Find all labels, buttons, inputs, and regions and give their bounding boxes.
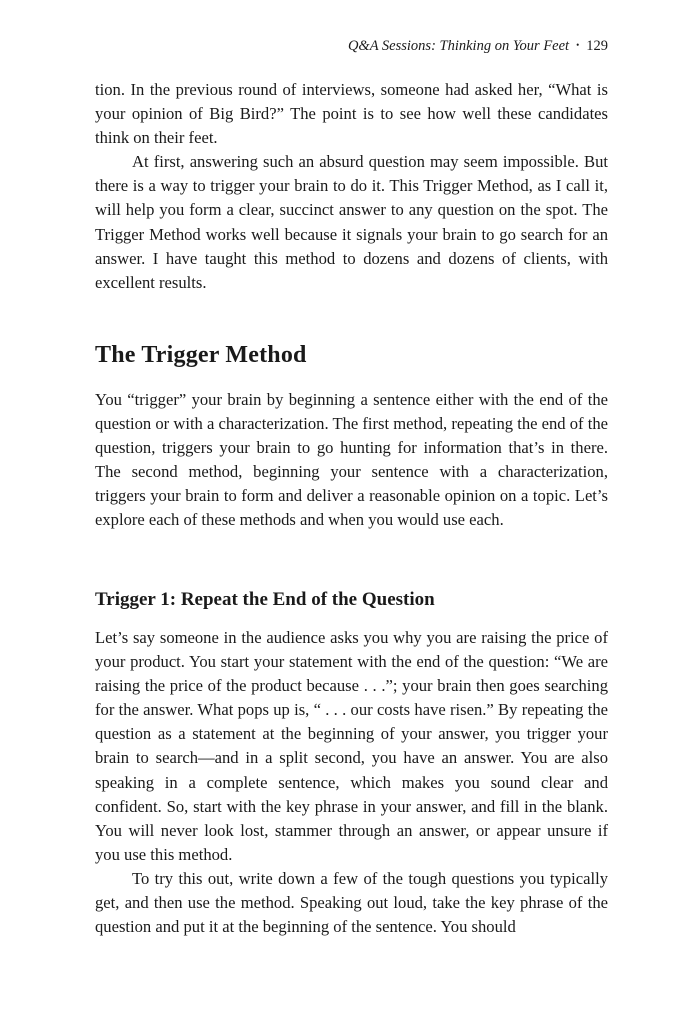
subsection-paragraph-2: To try this out, write down a few of the tough questions you typically get, and then use the method. Speaking out loud, take the key phrase of the question and put it at the beginning of the sentence. You should — [95, 868, 608, 937]
section-paragraph: You “trigger” your brain by beginning a sentence either with the end of the question or with a characterization. The first method, repeating the end of the question, triggers your brain to go hunting for information that’s in there. The second method, beginning your sentence with a characterization, triggers your brain to form and deliver a reasonable opinion on a topic. Let’s explore each of these methods and when you would use each. — [95, 390, 608, 530]
section-text — [95, 388, 608, 533]
page-number: 129 — [586, 38, 608, 54]
intro-text — [95, 78, 608, 295]
running-head-title: Q&A Sessions: Thinking on Your Feet — [347, 38, 570, 54]
intro-paragraph-1: tion. In the previous round of interviews, someone had asked her, “What is your opinion of Big Bird?” The point is to see how well these candidates think on their feet. — [95, 80, 608, 148]
section-heading: The Trigger Method — [95, 342, 307, 368]
subsection-heading: Trigger 1: Repeat the End of the Question — [95, 589, 435, 610]
running-head — [348, 38, 608, 55]
running-head-separator: • — [576, 40, 580, 50]
intro-paragraph-2: At first, answering such an absurd question may seem impossible. But there is a way to trigger your brain to do it. This Trigger Method, as I call it, will help you form a clear, succinct answer to any question on the spot. The Trigger Method works well because it signals your brain to go search for an answer. I have taught this method to dozens and dozens of clients, with excellent results. — [95, 152, 608, 292]
subsection-text — [95, 626, 608, 939]
subsection-paragraph-1: Let’s say someone in the audience asks you why you are raising the price of your product. You start your statement with the end of the question: “We are raising the price of the product because . . .”; your brain then goes searching for the answer. What pops up is, “ . . . our costs have risen.” By repeating the question as a statement at the beginning of your answer, you trigger your brain to search—and in a split second, you have an answer. You are also speaking in a complete sentence, which makes you sound clear and confident. So, start with the key phrase in your answer, and fill in the blank. You will never look lost, stammer through an answer, or appear unsure if you use this method. — [95, 628, 608, 864]
